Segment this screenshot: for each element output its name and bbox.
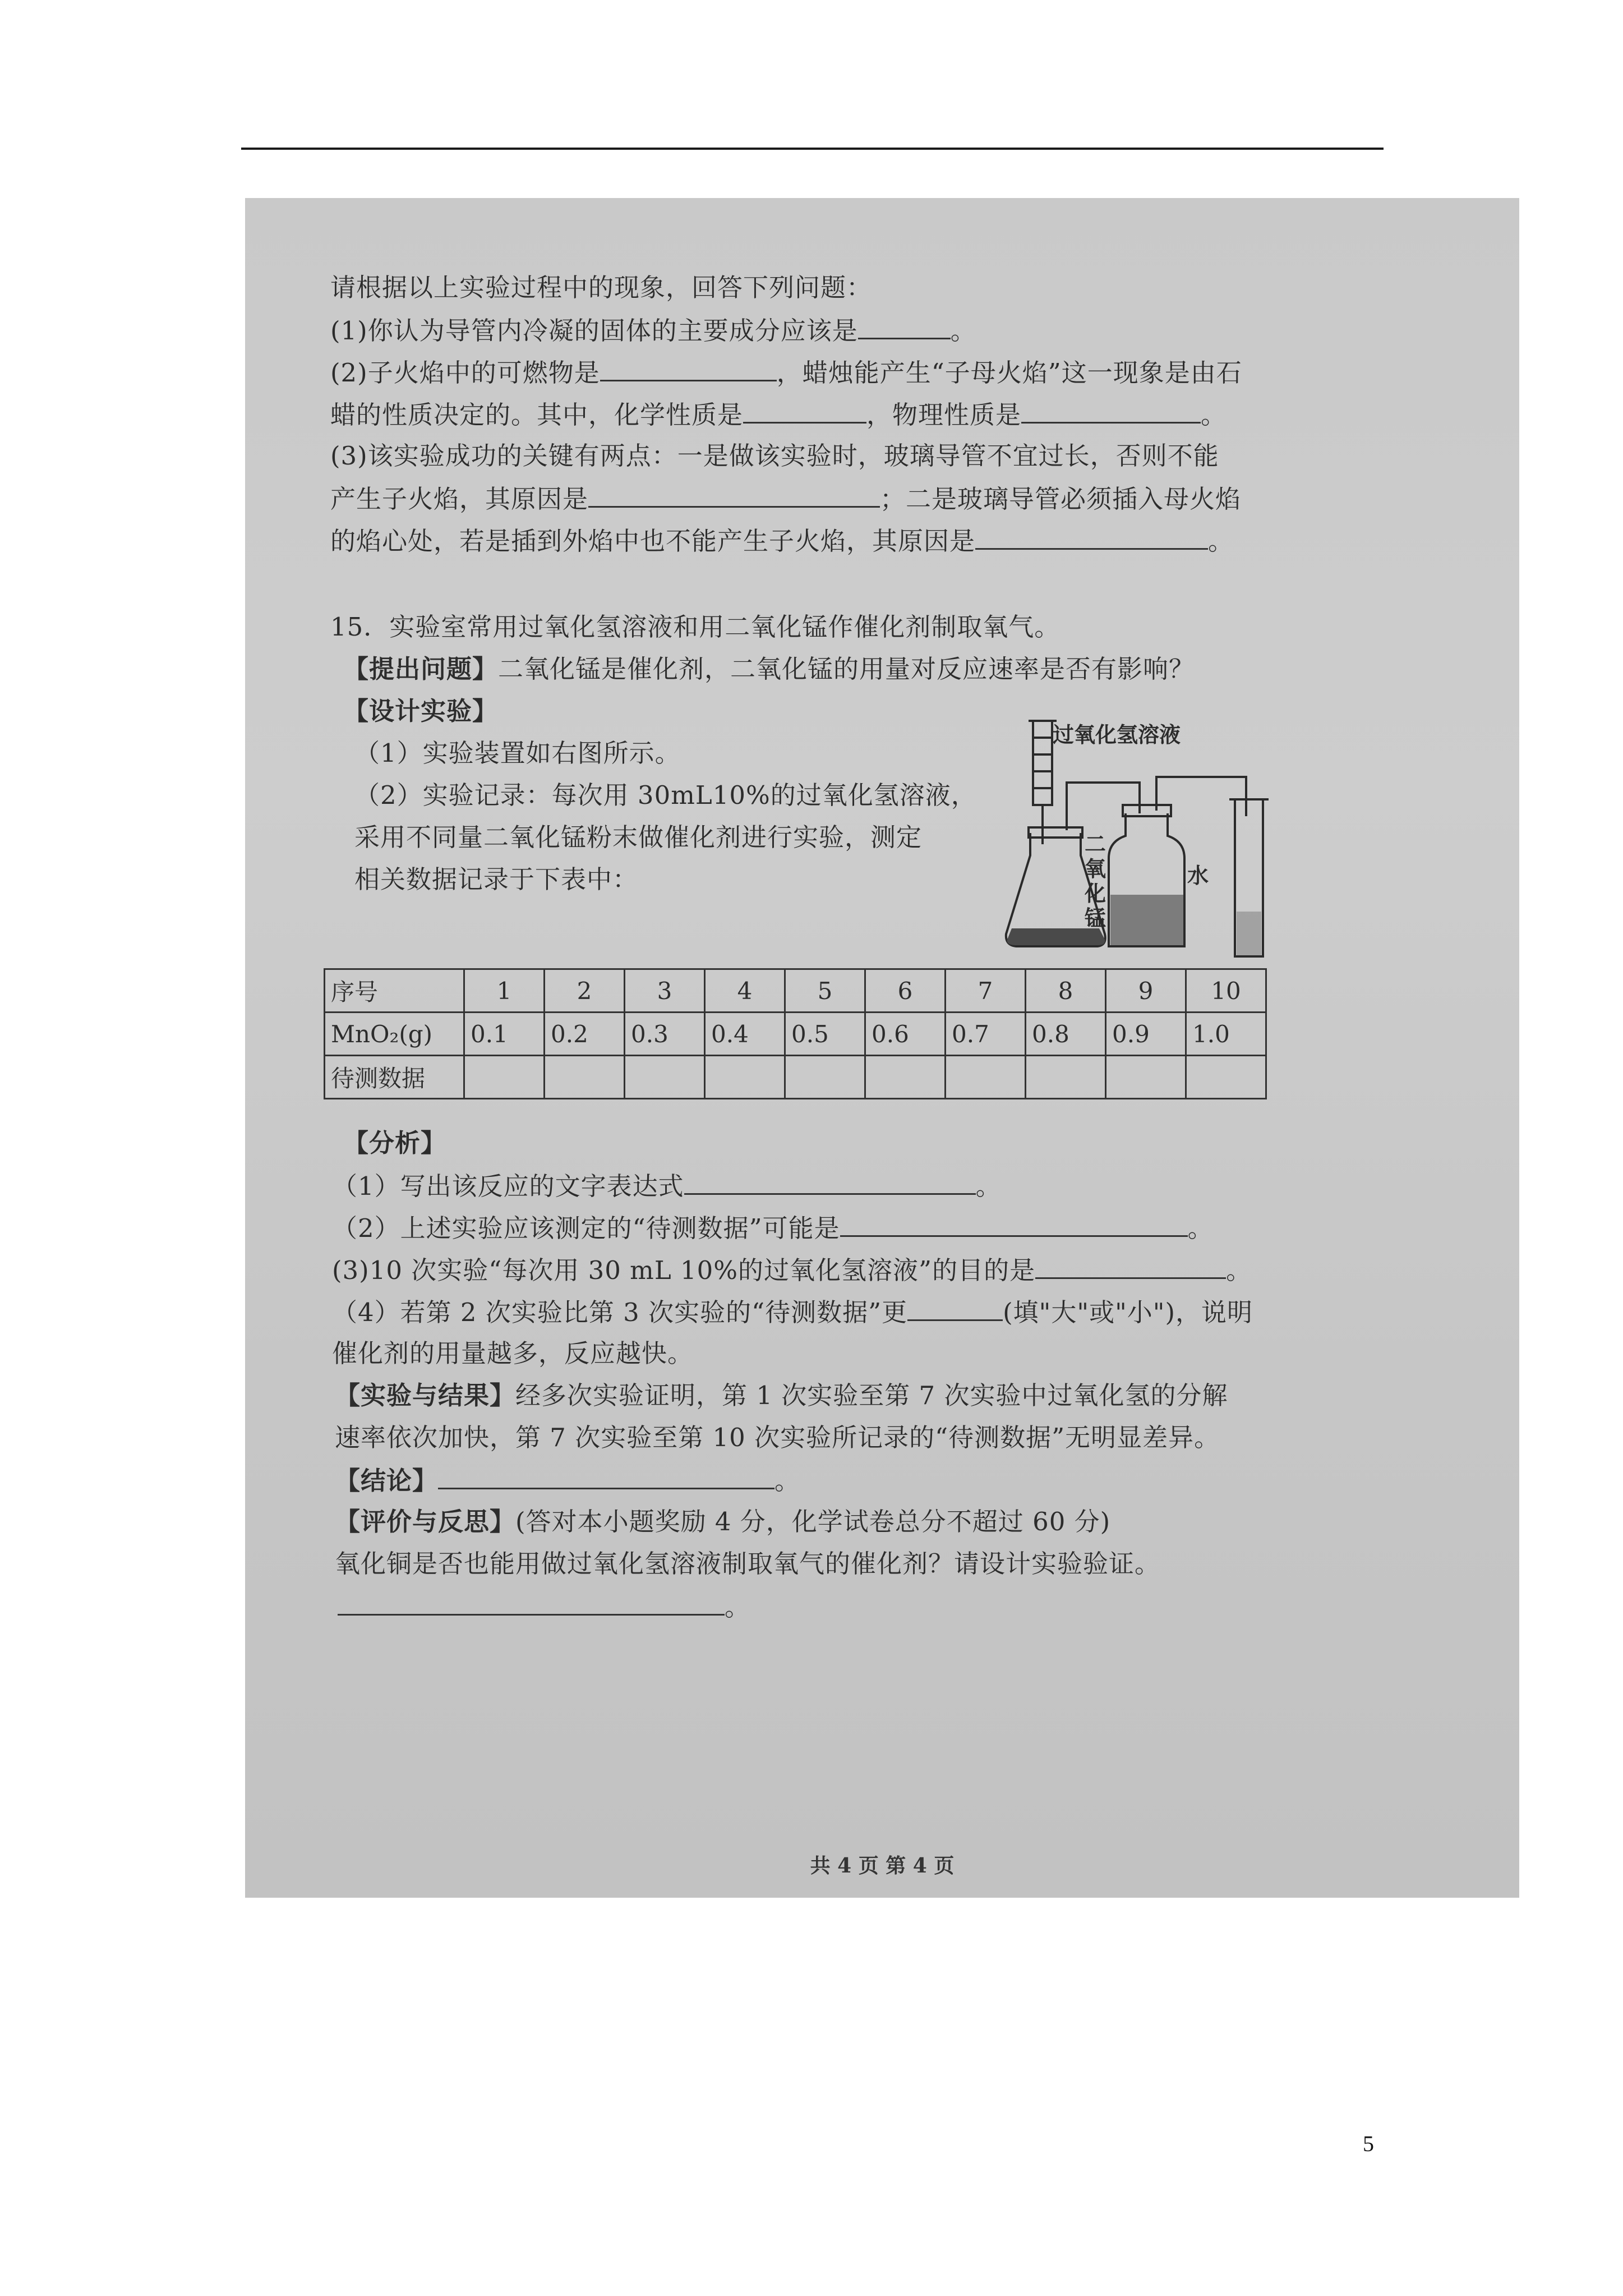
answer-blank[interactable] <box>858 313 951 339</box>
answer-blank[interactable] <box>588 481 880 508</box>
table-cell: 2 <box>545 969 625 1013</box>
answer-blank[interactable] <box>438 1463 774 1489</box>
table-cell-empty[interactable] <box>625 1056 705 1099</box>
evaluation-question: 氧化铜是否也能用做过氧化氢溶液制取氧气的催化剂？请设计实验验证。 <box>335 1549 1161 1579</box>
analysis-2: （2）上述实验应该测定的“待测数据”可能是 。 <box>332 1211 1214 1245</box>
page-number: 5 <box>1363 2131 1374 2156</box>
table-cell: 0.1 <box>464 1013 545 1056</box>
table-cell-empty[interactable] <box>785 1056 865 1099</box>
design-step-1: （1）实验装置如右图所示。 <box>354 738 681 768</box>
answer-blank[interactable] <box>684 1168 976 1195</box>
conclusion-line: 【结论】 。 <box>335 1463 800 1498</box>
design-heading: 【设计实验】 <box>343 696 499 726</box>
question-2: (2)子火焰中的可燃物是 ，蜡烛能产生“子母火焰”这一现象是由石 <box>330 355 1242 390</box>
answer-blank[interactable] <box>743 397 866 424</box>
ask-question: 【提出问题】二氧化锰是催化剂，二氧化锰的用量对反应速率是否有影响？ <box>343 654 1195 684</box>
table-cell-empty[interactable] <box>464 1056 545 1099</box>
design-step-2-cont: 相关数据记录于下表中： <box>354 864 639 894</box>
table-cell: 1.0 <box>1186 1013 1266 1056</box>
label-mno2: 二氧化锰 <box>1085 831 1106 931</box>
experiment-table <box>324 968 1267 1099</box>
apparatus-drawing <box>999 715 1283 962</box>
table-cell-empty[interactable] <box>946 1056 1026 1099</box>
table-cell: 0.6 <box>865 1013 946 1056</box>
answer-blank[interactable] <box>840 1211 1188 1237</box>
question-15-title: 15．实验室常用过氧化氢溶液和用二氧化锰作催化剂制取氧气。 <box>330 612 1061 642</box>
text-line: 请根据以上实验过程中的现象，回答下列问题： <box>330 273 873 302</box>
answer-blank[interactable] <box>1035 1253 1226 1279</box>
design-step-2: （2）实验记录：每次用 30mL10%的过氧化氢溶液， <box>354 780 977 810</box>
answer-blank[interactable] <box>338 1589 725 1616</box>
table-cell: 0.5 <box>785 1013 865 1056</box>
table-cell-empty[interactable] <box>705 1056 785 1099</box>
row-label: 待测数据 <box>325 1056 464 1099</box>
question-3: (3)该实验成功的关键有两点：一是做该实验时，玻璃导管不宜过长，否则不能 <box>330 441 1219 471</box>
table-cell: 3 <box>625 969 705 1013</box>
result-line-cont: 速率依次加快，第 7 次实验至第 10 次实验所记录的“待测数据”无明显差异。 <box>335 1423 1220 1452</box>
table-cell: 6 <box>865 969 946 1013</box>
table-cell: 5 <box>785 969 865 1013</box>
table-cell-empty[interactable] <box>545 1056 625 1099</box>
table-row <box>325 969 1266 1013</box>
table-cell: 0.8 <box>1026 1013 1106 1056</box>
table-cell-empty[interactable] <box>1026 1056 1106 1099</box>
table-cell-empty[interactable] <box>865 1056 946 1099</box>
apparatus-diagram <box>999 715 1283 962</box>
table-cell: 9 <box>1106 969 1186 1013</box>
analysis-4: （4）若第 2 次实验比第 3 次实验的“待测数据”更 (填"大"或"小")，说明 <box>332 1295 1253 1329</box>
photo-page-footer: 共 4 页 第 4 页 <box>810 1854 955 1878</box>
header-rule <box>241 148 1384 150</box>
table-cell: 0.2 <box>545 1013 625 1056</box>
row-label: 序号 <box>325 969 464 1013</box>
table-row <box>325 1056 1266 1099</box>
table-row <box>325 1013 1266 1056</box>
question-3-cont: 产生子火焰，其原因是 ；二是玻璃导管必须插入母火焰 <box>330 481 1241 516</box>
evaluation-line: 【评价与反思】(答对本小题奖励 4 分，化学试卷总分不超过 60 分) <box>335 1507 1111 1536</box>
analysis-heading: 【分析】 <box>343 1128 447 1158</box>
table-cell: 7 <box>946 969 1026 1013</box>
answer-blank[interactable] <box>1021 397 1201 424</box>
result-line: 【实验与结果】经多次实验证明，第 1 次实验至第 7 次实验中过氧化氢的分解 <box>335 1381 1228 1410</box>
analysis-4-cont: 催化剂的用量越多，反应越快。 <box>332 1338 694 1368</box>
answer-blank[interactable] <box>600 355 777 381</box>
question-3-cont: 的焰心处，若是插到外焰中也不能产生子火焰，其原因是 。 <box>330 523 1234 558</box>
label-water: 水 <box>1187 863 1209 888</box>
question-1: (1)你认为导管内冷凝的固体的主要成分应该是 。 <box>330 313 976 348</box>
design-step-2-cont: 采用不同量二氧化锰粉末做催化剂进行实验，测定 <box>354 822 923 852</box>
scanned-exam-photo <box>245 198 1519 1898</box>
table-cell: 1 <box>464 969 545 1013</box>
table-cell: 0.9 <box>1106 1013 1186 1056</box>
evaluation-answer: 。 <box>338 1589 750 1624</box>
table-cell: 8 <box>1026 969 1106 1013</box>
label-h2o2: 过氧化氢溶液 <box>1053 722 1181 747</box>
answer-blank[interactable] <box>907 1295 1003 1321</box>
analysis-3: (3)10 次实验“每次用 30 mL 10%的过氧化氢溶液”的目的是 。 <box>332 1253 1252 1287</box>
row-label: MnO₂(g) <box>325 1013 464 1056</box>
table-cell: 0.3 <box>625 1013 705 1056</box>
table-cell: 10 <box>1186 969 1266 1013</box>
answer-blank[interactable] <box>975 523 1208 550</box>
table-cell-empty[interactable] <box>1106 1056 1186 1099</box>
table-cell: 0.7 <box>946 1013 1026 1056</box>
table-cell: 4 <box>705 969 785 1013</box>
table-cell-empty[interactable] <box>1186 1056 1266 1099</box>
analysis-1: （1）写出该反应的文字表达式 。 <box>332 1168 1002 1203</box>
table-cell: 0.4 <box>705 1013 785 1056</box>
question-2-cont: 蜡的性质决定的。其中，化学性质是 ，物理性质是 。 <box>330 397 1227 432</box>
